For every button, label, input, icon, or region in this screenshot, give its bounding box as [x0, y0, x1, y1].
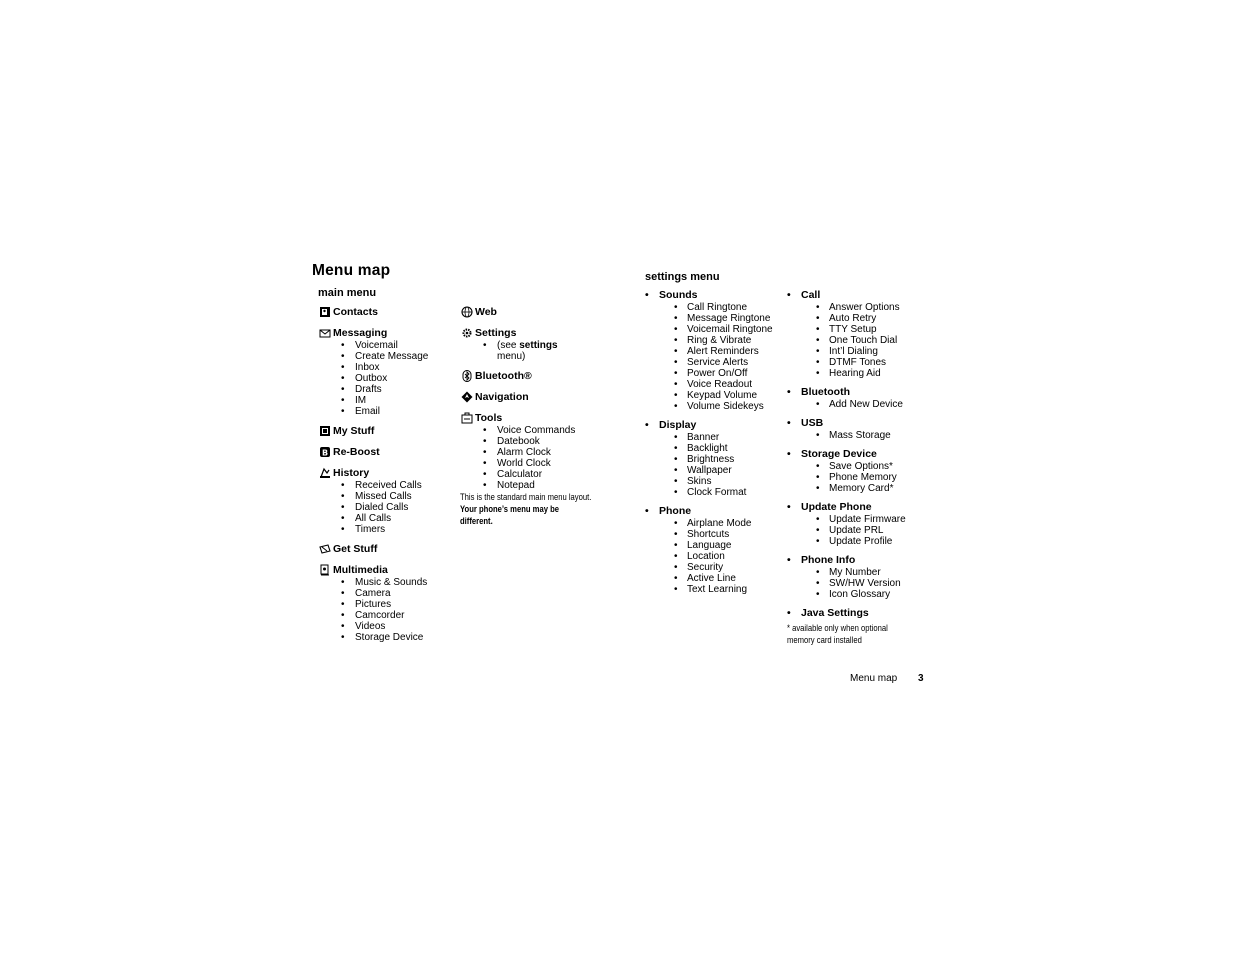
- see-prefix: (see: [497, 340, 517, 351]
- menu-heading-label: Multimedia: [333, 563, 388, 576]
- settings-heading: • Sounds: [645, 290, 785, 302]
- settings-submenu-list: [645, 302, 785, 412]
- menu-heading: [319, 542, 454, 556]
- menu-heading: [461, 326, 611, 340]
- list-item: • World Clock: [483, 458, 611, 469]
- list-item: • Received Calls: [341, 480, 454, 491]
- settings-group-call: [787, 290, 927, 379]
- list-item: • Hearing Aid: [816, 368, 927, 379]
- settings-group-usb: [787, 418, 927, 441]
- settings-group-sounds: [645, 290, 785, 412]
- footer-section-label: Menu map: [850, 673, 898, 684]
- menu-heading-label: Contacts: [333, 305, 378, 318]
- menu-heading-label: Bluetooth®: [475, 369, 532, 382]
- submenu-list: [461, 425, 611, 491]
- menu-heading: [319, 326, 454, 340]
- list-item: • Auto Retry: [816, 313, 927, 324]
- settings-heading: • Java Settings: [787, 608, 927, 620]
- history-icon: [319, 467, 331, 479]
- page-title: Menu map: [312, 262, 391, 279]
- menu-group-multimedia: [319, 563, 454, 643]
- svg-text:B: B: [321, 448, 329, 458]
- list-item: • Airplane Mode: [674, 518, 785, 529]
- menu-layout-note: [460, 491, 596, 527]
- list-item: • Datebook: [483, 436, 611, 447]
- note-line-2: Your phone’s menu may be: [460, 504, 560, 514]
- menu-group-messaging: [319, 326, 454, 417]
- list-item: • Backlight: [674, 443, 785, 454]
- list-item: • Banner: [674, 432, 785, 443]
- list-item: • Voicemail: [341, 340, 454, 351]
- list-item: • Keypad Volume: [674, 390, 785, 401]
- list-item: • Storage Device: [341, 632, 454, 643]
- list-item: • Voicemail Ringtone: [674, 324, 785, 335]
- settings-heading: • Storage Device: [787, 449, 927, 461]
- list-item: • Ring & Vibrate: [674, 335, 785, 346]
- settings-group-display: [645, 420, 785, 498]
- list-item: [483, 340, 611, 362]
- menu-heading: [461, 411, 611, 425]
- menu-heading: [319, 305, 454, 319]
- re-boost-icon: [319, 446, 331, 458]
- settings-heading: • USB: [787, 418, 927, 430]
- list-item: • Mass Storage: [816, 430, 927, 441]
- list-item: • Location: [674, 551, 785, 562]
- footnote-line-2: memory card installed: [787, 635, 862, 645]
- list-item: • Brightness: [674, 454, 785, 465]
- list-item: • One Touch Dial: [816, 335, 927, 346]
- main-menu-column-1: [319, 305, 454, 650]
- settings-heading: • Update Phone: [787, 502, 927, 514]
- menu-heading-label: Settings: [475, 326, 517, 339]
- list-item: • Update PRL: [816, 525, 927, 536]
- list-item: • Wallpaper: [674, 465, 785, 476]
- list-item: • Int’l Dialing: [816, 346, 927, 357]
- settings-submenu-list: [787, 567, 927, 600]
- list-item: • Camcorder: [341, 610, 454, 621]
- navigation-icon: [461, 391, 473, 403]
- list-item: • My Number: [816, 567, 927, 578]
- menu-heading-label: Messaging: [333, 326, 388, 339]
- list-item: • Icon Glossary: [816, 589, 927, 600]
- settings-menu-title: settings menu: [645, 271, 720, 283]
- list-item: • IM: [341, 395, 454, 406]
- list-item: • Language: [674, 540, 785, 551]
- settings-group-bluetooth: [787, 387, 927, 410]
- settings-icon: [461, 327, 473, 339]
- menu-heading-label: My Stuff: [333, 424, 375, 437]
- see-suffix: menu): [497, 351, 526, 362]
- list-item: • Alarm Clock: [483, 447, 611, 458]
- menu-heading-label: Tools: [475, 411, 503, 424]
- list-item: • Calculator: [483, 469, 611, 480]
- settings-submenu-list: [645, 518, 785, 595]
- menu-group-get-stuff: [319, 542, 454, 556]
- list-item: • Notepad: [483, 480, 611, 491]
- list-item: • Inbox: [341, 362, 454, 373]
- settings-submenu-list: [787, 399, 927, 410]
- menu-heading-label: Get Stuff: [333, 542, 378, 555]
- settings-group-storage-device: [787, 449, 927, 494]
- menu-heading: [461, 305, 611, 319]
- contacts-icon: [319, 306, 331, 318]
- web-icon: [461, 306, 473, 318]
- settings-menu-column-1: [645, 290, 785, 603]
- list-item: • Videos: [341, 621, 454, 632]
- list-item: • Drafts: [341, 384, 454, 395]
- main-menu-title: main menu: [318, 287, 377, 299]
- list-item: • Message Ringtone: [674, 313, 785, 324]
- list-item: • Add New Device: [816, 399, 927, 410]
- menu-heading: [319, 445, 454, 459]
- list-item: • Power On/Off: [674, 368, 785, 379]
- list-item: • Email: [341, 406, 454, 417]
- menu-group-navigation: [461, 390, 611, 404]
- list-item: • DTMF Tones: [816, 357, 927, 368]
- settings-submenu-list: [787, 302, 927, 379]
- list-item: • Alert Reminders: [674, 346, 785, 357]
- menu-heading-label: History: [333, 466, 370, 479]
- list-item: • Dialed Calls: [341, 502, 454, 513]
- list-item: • Security: [674, 562, 785, 573]
- menu-group-history: [319, 466, 454, 535]
- settings-heading: • Bluetooth: [787, 387, 927, 399]
- page-number: 3: [918, 673, 924, 684]
- list-item: • Camera: [341, 588, 454, 599]
- settings-footnote: [787, 622, 923, 646]
- menu-group-settings: [461, 326, 611, 362]
- menu-heading-label: Web: [475, 305, 497, 318]
- tools-icon: [461, 412, 473, 424]
- submenu-list: [319, 577, 454, 643]
- menu-heading: [461, 390, 611, 404]
- main-menu-column-2: [461, 305, 611, 498]
- list-item: • Skins: [674, 476, 785, 487]
- menu-group-web: [461, 305, 611, 319]
- submenu-list: [461, 340, 611, 362]
- settings-heading: • Display: [645, 420, 785, 432]
- list-item: • Timers: [341, 524, 454, 535]
- list-item: • Volume Sidekeys: [674, 401, 785, 412]
- menu-heading-label: Navigation: [475, 390, 529, 403]
- list-item: • Music & Sounds: [341, 577, 454, 588]
- submenu-list: [319, 480, 454, 535]
- list-item: • Create Message: [341, 351, 454, 362]
- list-item: • Outbox: [341, 373, 454, 384]
- multimedia-icon: [319, 564, 331, 576]
- list-item: • Voice Commands: [483, 425, 611, 436]
- settings-submenu-list: [645, 432, 785, 498]
- settings-submenu-list: [787, 514, 927, 547]
- list-item: • Service Alerts: [674, 357, 785, 368]
- list-item: • Update Profile: [816, 536, 927, 547]
- footnote-line-1: * available only when optional: [787, 623, 888, 633]
- list-item: • Update Firmware: [816, 514, 927, 525]
- get-stuff-icon: [319, 543, 331, 555]
- settings-submenu-list: [787, 461, 927, 494]
- list-item: • All Calls: [341, 513, 454, 524]
- settings-group-update-phone: [787, 502, 927, 547]
- list-item: • Voice Readout: [674, 379, 785, 390]
- menu-heading-label: Re-Boost: [333, 445, 380, 458]
- list-item: • Save Options*: [816, 461, 927, 472]
- menu-group-re-boost: [319, 445, 454, 459]
- settings-submenu-list: [787, 430, 927, 441]
- list-item: • Active Line: [674, 573, 785, 584]
- menu-heading: [319, 563, 454, 577]
- list-item: • Phone Memory: [816, 472, 927, 483]
- settings-heading: • Phone Info: [787, 555, 927, 567]
- menu-heading: [461, 369, 611, 383]
- menu-group-bluetooth-: [461, 369, 611, 383]
- list-item: • Call Ringtone: [674, 302, 785, 313]
- my-stuff-icon: [319, 425, 331, 437]
- list-item: • Text Learning: [674, 584, 785, 595]
- list-item: • Answer Options: [816, 302, 927, 313]
- settings-menu-column-2: [787, 290, 927, 628]
- menu-group-my-stuff: [319, 424, 454, 438]
- submenu-list: [319, 340, 454, 417]
- list-item: • SW/HW Version: [816, 578, 927, 589]
- list-item: • Memory Card*: [816, 483, 927, 494]
- bluetooth-icon: [461, 370, 473, 382]
- list-item: • Missed Calls: [341, 491, 454, 502]
- list-item: • Shortcuts: [674, 529, 785, 540]
- menu-heading: [319, 424, 454, 438]
- menu-group-contacts: [319, 305, 454, 319]
- menu-heading: [319, 466, 454, 480]
- note-line-3: different.: [460, 516, 493, 526]
- list-item: • TTY Setup: [816, 324, 927, 335]
- list-item: • Pictures: [341, 599, 454, 610]
- settings-heading: • Phone: [645, 506, 785, 518]
- settings-group-java-settings: [787, 608, 927, 620]
- see-bold: settings: [519, 340, 558, 351]
- menu-group-tools: [461, 411, 611, 491]
- settings-heading: • Call: [787, 290, 927, 302]
- settings-group-phone-info: [787, 555, 927, 600]
- messaging-icon: [319, 327, 331, 339]
- note-line-1: This is the standard main menu layout.: [460, 492, 592, 502]
- settings-group-phone: [645, 506, 785, 595]
- list-item: • Clock Format: [674, 487, 785, 498]
